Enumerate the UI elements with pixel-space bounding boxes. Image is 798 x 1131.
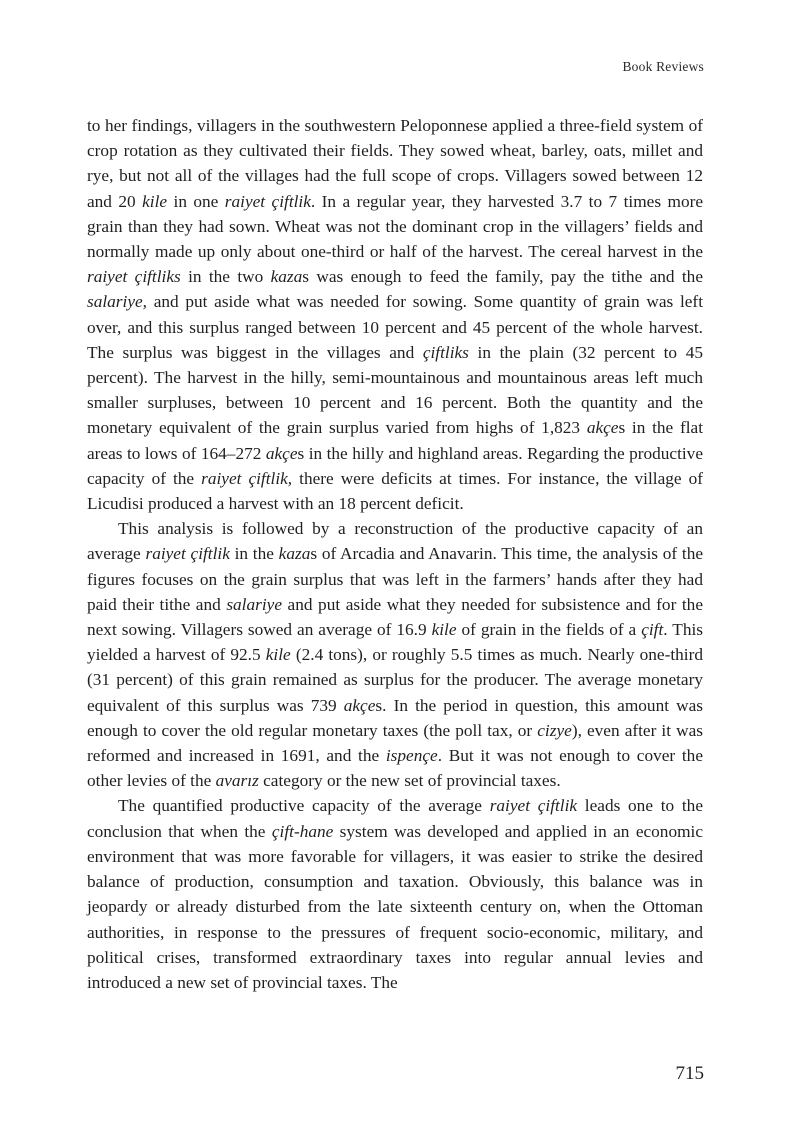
text-run: system was developed and applied in an economic environment that was more favorable for villagers, it was easier to strike the desired balance of production, consumption and taxation. Obviously, this balance was in jeopardy or already disturbed from the late sixteenth century on, when the Ottoman authorities, in response to the pressures of frequent socio-economic, military, and political crises, transformed extraordinary taxes into regular annual levies and introduced a new set of provincial taxes. The xyxy=(87,821,703,992)
text-run: and put aside what was needed for sowing. Some quantity of grain was left over, and this surplus ranged between 10 percent and 45 percent of the whole harvest. The surplus was biggest in the villages and xyxy=(87,292,703,362)
text-run: of grain in the fields of a xyxy=(456,620,642,640)
paragraph-3 xyxy=(87,793,703,995)
text-run: in the plain (32 percent to 45 percent). The harvest in the hilly, semi-mountainous and mountainous areas left much smaller surpluses, between 10 percent and 16 percent. Both the quantity and the monetary equivalent of the grain surplus varied from highs of 1,823 xyxy=(87,342,703,438)
text-run: s was enough to feed the family, pay the tithe and the xyxy=(302,267,703,287)
italic-term: çiftliks xyxy=(422,342,469,362)
paragraph-1 xyxy=(87,113,703,516)
text-run: s in the hilly and highland areas. Regarding the productive capacity of the xyxy=(87,443,703,488)
italic-term: kile xyxy=(142,191,168,211)
italic-term: kaza xyxy=(278,544,311,564)
italic-term: avarız xyxy=(215,771,259,791)
italic-term: raiyet çiftliks xyxy=(87,267,181,287)
text-run: to her findings, villagers in the southwestern Peloponnese applied a three-field system of crop rotation as they cultivated their fields. They sowed wheat, barley, oats, millet and rye, but not all of the villages had the full scope of crops. Villagers sowed between 12 and 20 xyxy=(87,116,703,211)
text-run: . In a regular year, they harvested 3.7 to 7 times more grain than they had sown. Wheat was not the dominant crop in the villagers’ fields and normally made up only about one-third or half of the harvest. The cereal harvest in the xyxy=(87,191,704,262)
text-run: ), even after it was reformed and increased in 1691, and the xyxy=(87,720,704,766)
running-header: Book Reviews xyxy=(622,59,704,74)
text-run: The quantified productive capacity of the average xyxy=(118,796,490,816)
italic-term: akçe xyxy=(343,695,376,715)
text-run: (2.4 tons), or roughly 5.5 times as much. Nearly one-third (31 percent) of this grain remained as surplus for the producer. The average monetary equivalent of this surplus was 739 xyxy=(87,645,703,715)
italic-term: raiyet çiftlik xyxy=(224,191,311,211)
italic-term: salariye, xyxy=(87,292,147,312)
paragraph-2 xyxy=(87,516,703,793)
italic-term: akçe xyxy=(586,418,619,438)
italic-term: kile xyxy=(431,620,457,640)
italic-term: çift-hane xyxy=(271,821,334,841)
text-run: leads one to the conclusion that when the xyxy=(87,796,703,841)
italic-term: raiyet çiftlik, xyxy=(201,468,293,488)
italic-term: raiyet çiftlik xyxy=(489,796,578,816)
text-run: and put aside what they needed for subsistence and for the next sowing. Villagers sowed an average of 16.9 xyxy=(87,594,703,640)
italic-term: salariye xyxy=(226,594,282,614)
page-number: 715 xyxy=(675,1063,704,1084)
text-run: This analysis is followed by a reconstruction of the productive capacity of an average xyxy=(87,519,703,564)
text-run: s of Arcadia and Anavarin. This time, the analysis of the figures focuses on the grain surplus that was left in the farmers’ hands after they had paid their tithe and xyxy=(87,544,704,614)
text-run: in the two xyxy=(180,267,271,287)
text-run: there were deficits at times. For instance, the village of Licudisi produced a harvest with an 18 percent deficit. xyxy=(87,468,703,514)
italic-term: çift xyxy=(641,620,664,640)
italic-term: raiyet çiftlik xyxy=(145,544,230,564)
text-run: . This yielded a harvest of 92.5 xyxy=(87,620,703,665)
text-run: category or the new set of provincial taxes. xyxy=(258,771,561,791)
text-run: s. In the period in question, this amount was enough to cover the old regular monetary taxes (the poll tax, or xyxy=(87,695,704,740)
text-run: s in the flat areas to lows of 164–272 xyxy=(87,418,703,463)
text-run: in one xyxy=(167,191,225,211)
italic-term: ispençe xyxy=(385,746,438,766)
italic-term: cizye xyxy=(537,720,572,740)
italic-term: kile xyxy=(265,645,291,665)
text-run: . But it was not enough to cover the other levies of the xyxy=(87,746,703,791)
text-run: in the xyxy=(229,544,279,564)
italic-term: kaza xyxy=(270,267,303,287)
review-body xyxy=(87,113,703,995)
italic-term: akçe xyxy=(265,443,298,463)
